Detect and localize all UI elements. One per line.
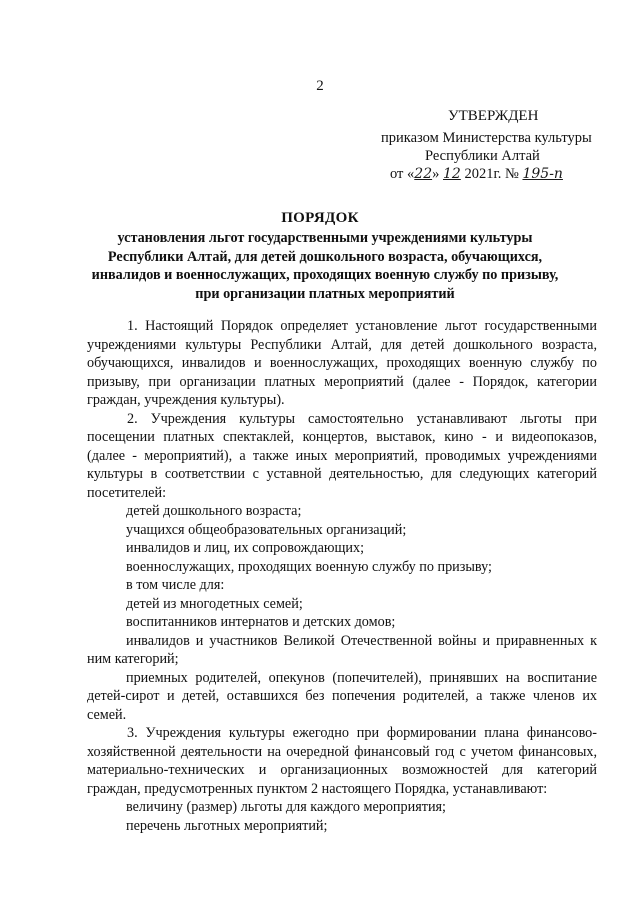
list-item: учащихся общеобразовательных организаций; [126,521,407,538]
date-month-handwritten: 12 [442,166,461,182]
date-year: 2021г. № [460,166,523,182]
document-title: ПОРЯДОК [281,210,359,226]
page-number: 2 [316,78,324,94]
approval-date-line [390,166,563,183]
date-prefix: от « [390,166,415,182]
approval-line-republic: Республики Алтай [425,148,540,164]
list-item: перечень льготных мероприятий; [126,817,328,834]
list-item-long: инвалидов и участников Великой Отечественной войны и приравненных к ним категорий; [87,632,597,667]
approval-title: УТВЕРЖДЕН [448,108,539,124]
document-subtitle: установления льгот государственными учреждениями культуры Республики Алтай, для детей дошкольного возраста, обучающихся, инвалидов и военнослужащих, проходящих военную службу по призыву, при организации платных мероприятий [91,230,559,302]
approval-line-ministry: приказом Министерства культуры [381,130,592,146]
list-item: детей из многодетных семей; [126,595,303,612]
order-number-handwritten: 195-п [522,166,563,182]
list-item: воспитанников интернатов и детских домов; [126,614,396,630]
list-item: в том числе для: [126,577,225,593]
list-item: инвалидов и лиц, их сопровождающих; [126,540,365,556]
paragraph-1: 1. Настоящий Порядок определяет установление льгот государственными учреждениями культуры Республики Алтай, для детей дошкольного возраста, обучающихся, инвалидов и военнослужащих, проходящих военную службу по призыву, при организации платных мероприятий (далее - Порядок, категории граждан, учреждения культуры). [87,318,597,408]
list-item: детей дошкольного возраста; [126,503,302,519]
date-separator: » [432,166,443,182]
list-item-long: приемных родителей, опекунов (попечителей), принявших на воспитание детей-сирот и детей, оставшихся без попечения родителей, а также членов их семей. [87,669,597,723]
list-item: величину (размер) льготы для каждого мероприятия; [126,799,447,815]
date-day-handwritten: 22 [414,166,433,182]
paragraph-3: 3. Учреждения культуры ежегодно при формировании плана финансово-хозяйственной деятельности на очередной финансовый год с учетом финансовых, материально-технических и организационных возможностей для категорий граждан, предусмотренных пунктом 2 настоящего Порядка, устанавливают: [87,725,597,797]
list-item: военнослужащих, проходящих военную службу по призыву; [126,558,492,575]
document-body [87,317,597,835]
paragraph-2: 2. Учреждения культуры самостоятельно устанавливают льготы при посещении платных спектаклей, концертов, выставок, кино - и видеопоказов, (далее - мероприятий), а также иных мероприятий, проводимых учреждениями культуры в соответствии с уставной деятельностью, для следующих категорий посетителей: [87,410,597,501]
